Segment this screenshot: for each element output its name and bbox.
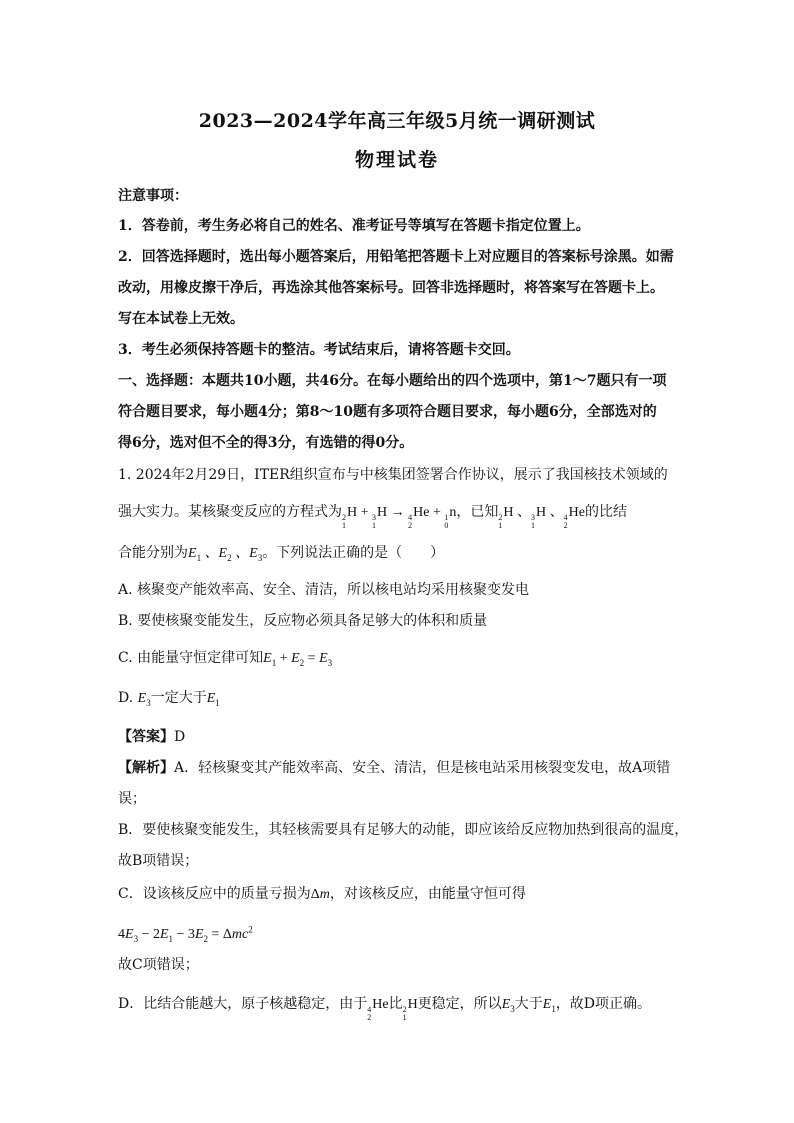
question-stem-line <box>118 543 678 568</box>
question-text: 合能分别为 <box>118 545 188 561</box>
deuterium-nuclide: 2 1 H <box>402 997 418 1022</box>
mass-defect: Δm <box>310 887 330 902</box>
analysis-text: A．轻核聚变其产能效率高、安全、清洁，但是核电站采用核裂变发电，故A项错 <box>174 760 671 776</box>
notice-item: 3．考生必须保持答题卡的整洁。考试结束后，请将答题卡交回。 <box>118 342 520 358</box>
e1-symbol: $E_1$ <box>542 997 556 1014</box>
binding-energies: $E_1$ 、$E_2$ 、$E_3$ <box>188 546 263 563</box>
analysis-text: 更稳定，所以 <box>417 996 502 1012</box>
analysis-text: ，故D项正确。 <box>555 996 652 1012</box>
question-stem: 1. 2024年2月29日，ITER组织宣布与中核集团签署合作协议，展示了我国核技术领域的 <box>118 467 668 483</box>
exam-subtitle: 物理试卷 <box>354 149 439 171</box>
answer-value: D <box>174 729 186 745</box>
option-d-label: D. <box>118 690 138 706</box>
analysis-text: 大于 <box>514 996 543 1012</box>
analysis-line <box>118 884 678 905</box>
option-a: A. 核聚变产能效率高、安全、清洁，所以核电站均采用核聚变发电 <box>118 582 530 598</box>
question-stem-line <box>118 502 678 530</box>
energy-equation: $4E_3 - 2E_1 - 3E_2 = \Delta mc^2$ <box>118 924 253 944</box>
section-text: 得6分，选对但不全的得3分，有选错的得0分。 <box>118 435 414 451</box>
analysis-text: C．设该核反应中的质量亏损为 <box>118 886 311 902</box>
section-text: 符合题目要求，每小题4分；第8～10题有多项符合题目要求，每小题6分，全部选对的 <box>118 404 657 420</box>
nuclide-list: 2 1 H 、 3 1 H 、 4 2 He <box>498 505 585 530</box>
exam-title: 2023—2024学年高三年级5月统一调研测试 <box>198 110 596 132</box>
question-text: 的比结 <box>584 504 627 520</box>
analysis-tag: 【解析】 <box>118 760 174 776</box>
analysis-line <box>118 758 678 778</box>
question-text: 强大实力。某核聚变反应的方程式为 <box>118 504 342 520</box>
analysis-text: 误； <box>118 791 146 807</box>
option-c-text: C. 由能量守恒定律可知 <box>118 650 264 666</box>
question-text: ，已知 <box>456 504 499 520</box>
option-d <box>118 688 678 713</box>
question-text: 。下列说法正确的是（ ） <box>262 545 445 561</box>
notice-item: 改动，用橡皮擦干净后，再选涂其他答案标号。回答非选择题时，将答案写在答题卡上。 <box>118 280 664 296</box>
notice-item: 2．回答选择题时，选出每小题答案后，用铅笔把答题卡上对应题目的答案标号涂黑。如需 <box>118 249 674 265</box>
answer-line <box>118 727 678 747</box>
analysis-text: 故B项错误； <box>118 853 199 869</box>
analysis-line <box>118 994 678 1022</box>
analysis-text: 比 <box>388 996 403 1012</box>
analysis-text: ，对该核反应，由能量守恒可得 <box>329 886 526 902</box>
section-heading: 一、选择题：本题共10小题，共46分。在每小题给出的四个选项中，第1～7题只有一项 <box>118 373 667 389</box>
option-d-text: 一定大于 <box>150 690 207 706</box>
option-c <box>118 648 678 673</box>
analysis-text: D．比结合能越大，原子核越稳定，由于 <box>118 996 368 1012</box>
notice-heading: 注意事项： <box>118 188 188 204</box>
option-c-formula: $E_1 + E_2 = E_3$ <box>263 651 333 668</box>
option-d-e3: $E_3$ <box>137 691 151 708</box>
e3-symbol: $E_3$ <box>501 997 515 1014</box>
analysis-text: 故C项错误； <box>118 957 199 973</box>
option-b: B. 要使核聚变能发生，反应物必须具备足够大的体积和质量 <box>118 613 488 629</box>
fusion-equation: 2 1 H + 3 1 H → 4 2 He + 1 0 n <box>342 505 457 530</box>
notice-item: 写在本试卷上无效。 <box>118 311 244 327</box>
option-d-e1: $E_1$ <box>206 691 220 708</box>
helium-nuclide: 4 2 He <box>367 997 389 1022</box>
notice-item: 1．答卷前，考生务必将自己的姓名、准考证号等填写在答题卡指定位置上。 <box>118 218 590 234</box>
answer-tag: 【答案】 <box>118 729 174 745</box>
analysis-text: B．要使核聚变能发生，其轻核需要具有足够大的动能，即应该给反应物加热到很高的温度， <box>118 822 689 838</box>
